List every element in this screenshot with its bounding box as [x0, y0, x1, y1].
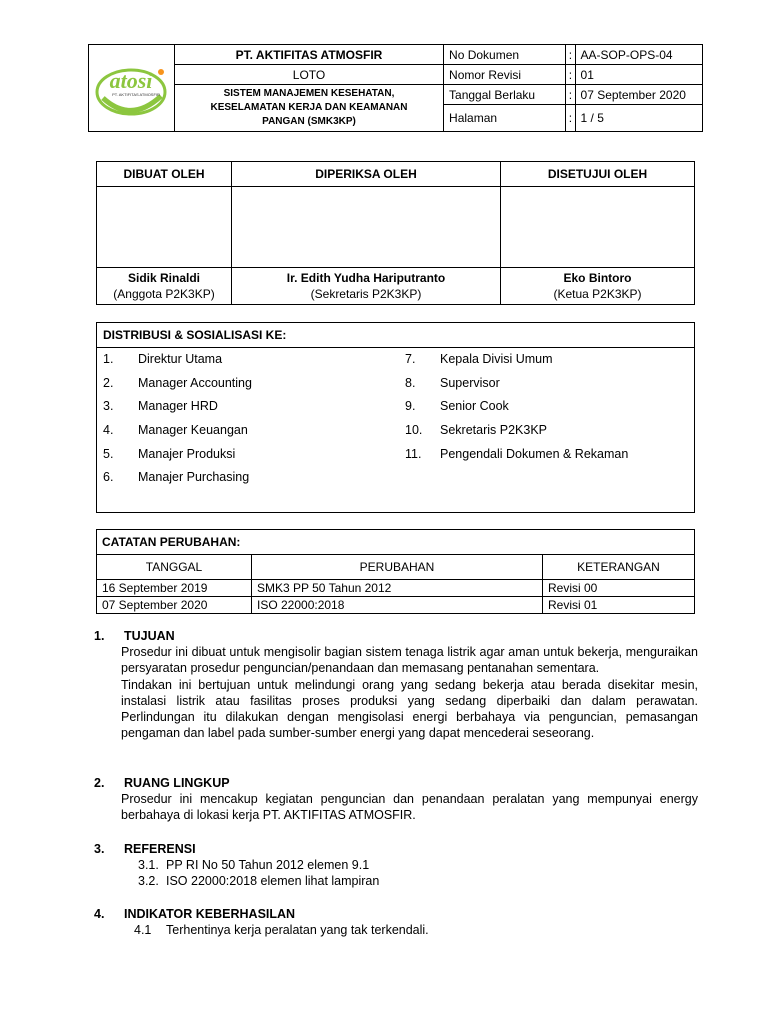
change-date: 16 September 2019 [97, 580, 252, 597]
checked-by-header: DIPERIKSA OLEH [232, 162, 501, 187]
checked-by-signature-box [232, 187, 501, 268]
list-item [94, 922, 698, 938]
revision-sep: : [566, 65, 575, 85]
logo-subtext: PT. AKTIFITAS ATMOSFIR [112, 92, 160, 97]
section-number: 3. [94, 842, 105, 856]
section-number: 4. [94, 907, 105, 921]
section-heading [94, 906, 698, 922]
item-number: 3. [103, 399, 114, 414]
approved-by-role: (Ketua P2K3KP) [553, 287, 642, 301]
page-value: 1 / 5 [575, 105, 702, 132]
revision-value: 01 [575, 65, 702, 85]
logo-text: atosi [109, 68, 153, 93]
document-header [88, 44, 703, 132]
distribution-title: DISTRIBUSI & SOSIALISASI KE: [97, 323, 694, 348]
section-referensi [94, 841, 698, 890]
section-paragraph: Prosedur ini dibuat untuk mengisolir bagian sistem tenaga listrik agar aman untuk bekerja, menguraikan persyaratan prosedur penguncian/penandaan dan memasang pentanahan sementara. [121, 645, 698, 676]
col-date-header: TANGGAL [97, 555, 252, 580]
change-note: Revisi 00 [543, 580, 695, 597]
approved-by-cell [501, 268, 695, 305]
item-text: Pengendali Dokumen & Rekaman [440, 446, 629, 461]
item-number: 7. [405, 352, 416, 366]
company-name: PT. AKTIFITAS ATMOSFIR [174, 45, 443, 65]
section-tujuan [94, 628, 698, 742]
item-number: 11. [405, 446, 422, 461]
col-change-header: PERUBAHAN [252, 555, 543, 580]
section-title: TUJUAN [124, 629, 175, 643]
item-number: 5. [103, 446, 114, 461]
item-text: Terhentinya kerja peralatan yang tak terkendali. [166, 923, 429, 937]
effective-date-label: Tanggal Berlaku [444, 85, 566, 105]
section-title: REFERENSI [124, 842, 196, 856]
checked-by-name: Ir. Edith Yudha Hariputranto [286, 271, 446, 285]
item-text: Manager Keuangan [138, 423, 248, 438]
item-text: Manajer Purchasing [138, 470, 250, 485]
table-row [97, 597, 695, 614]
effective-date-value: 07 September 2020 [575, 85, 702, 105]
item-number: 3.2. [138, 874, 159, 889]
item-number: 2. [103, 375, 114, 390]
change-note: Revisi 01 [543, 597, 695, 614]
section-number: 2. [94, 776, 105, 790]
made-by-cell [97, 268, 232, 305]
change-desc: SMK3 PP 50 Tahun 2012 [252, 580, 543, 597]
section-heading [94, 841, 698, 857]
item-number: 8. [405, 375, 416, 390]
item-number: 4. [103, 423, 114, 438]
list-item [94, 873, 698, 889]
made-by-signature-box [97, 187, 232, 268]
item-text: Kepala Divisi Umum [440, 352, 553, 366]
revision-label: Nomor Revisi [444, 65, 566, 85]
page-sep: : [566, 105, 575, 132]
checked-by-cell [232, 268, 501, 305]
section-title: RUANG LINGKUP [124, 776, 230, 790]
change-log-title: CATATAN PERUBAHAN: [97, 530, 695, 555]
effective-date-sep: : [566, 85, 575, 105]
change-log-table [96, 529, 695, 614]
section-heading [94, 628, 698, 644]
item-number: 3.1. [138, 858, 159, 872]
approved-by-signature-box [501, 187, 695, 268]
item-text: Direktur Utama [138, 352, 223, 366]
doc-number-label: No Dokumen [444, 45, 566, 65]
system-name [174, 85, 443, 132]
table-row [97, 580, 695, 597]
system-line-1: SISTEM MANAJEMEN KESEHATAN, [223, 88, 395, 99]
list-item [94, 857, 698, 873]
change-date: 07 September 2020 [97, 597, 252, 614]
item-number: 10. [405, 423, 423, 438]
checked-by-role: (Sekretaris P2K3KP) [310, 287, 422, 301]
made-by-role: (Anggota P2K3KP) [113, 287, 215, 301]
approved-by-name: Eko Bintoro [563, 271, 632, 285]
item-text: PP RI No 50 Tahun 2012 elemen 9.1 [166, 858, 370, 872]
item-text: Sekretaris P2K3KP [440, 423, 547, 438]
made-by-header: DIBUAT OLEH [97, 162, 232, 187]
approved-by-header: DISETUJUI OLEH [501, 162, 695, 187]
system-line-2: KESELAMATAN KERJA DAN KEAMANAN [210, 102, 408, 113]
section-indikator [94, 906, 698, 938]
page-label: Halaman [444, 105, 566, 132]
signature-table [96, 161, 695, 305]
item-text: ISO 22000:2018 elemen lihat lampiran [166, 874, 380, 889]
atosi-logo-icon [89, 46, 173, 130]
item-text: Supervisor [440, 375, 500, 390]
section-paragraph: Tindakan ini bertujuan untuk melindungi orang yang sedang bekerja atau berada disekitar mesin, instalasi listrik atau fasilitas proses produksi yang sedang diperbaiki dan dalam perawatan. Perlindungan itu dilakukan dengan mengisolasi energi berbahaya via penguncian, pemasangan pengaman dan label pada sumber-sumber energi yang dapat mencederai seseorang. [121, 677, 698, 741]
section-paragraph: Prosedur ini mencakup kegiatan penguncian dan penandaan peralatan yang mempunyai energy berbahaya di lokasi kerja PT. AKTIFITAS ATMOSFIR. [121, 792, 698, 823]
doc-title: LOTO [174, 65, 443, 85]
item-number: 4.1 [134, 923, 152, 937]
system-line-3: PANGAN (SMK3KP) [262, 116, 356, 127]
change-desc: ISO 22000:2018 [252, 597, 543, 614]
item-text: Senior Cook [440, 399, 509, 414]
col-note-header: KETERANGAN [543, 555, 695, 580]
section-title: INDIKATOR KEBERHASILAN [124, 907, 296, 921]
item-number: 1. [103, 352, 114, 366]
distribution-box [96, 322, 695, 513]
section-number: 1. [94, 629, 105, 643]
company-logo [89, 45, 175, 132]
item-text: Manager Accounting [138, 375, 252, 390]
item-text: Manajer Produksi [138, 446, 236, 461]
made-by-name: Sidik Rinaldi [127, 271, 200, 285]
section-ruang-lingkup [94, 775, 698, 824]
doc-number-value: AA-SOP-OPS-04 [575, 45, 702, 65]
item-text: Manager HRD [138, 399, 218, 414]
item-number: 6. [103, 470, 114, 485]
section-heading [94, 775, 698, 791]
item-number: 9. [405, 399, 416, 414]
doc-number-sep: : [566, 45, 575, 65]
